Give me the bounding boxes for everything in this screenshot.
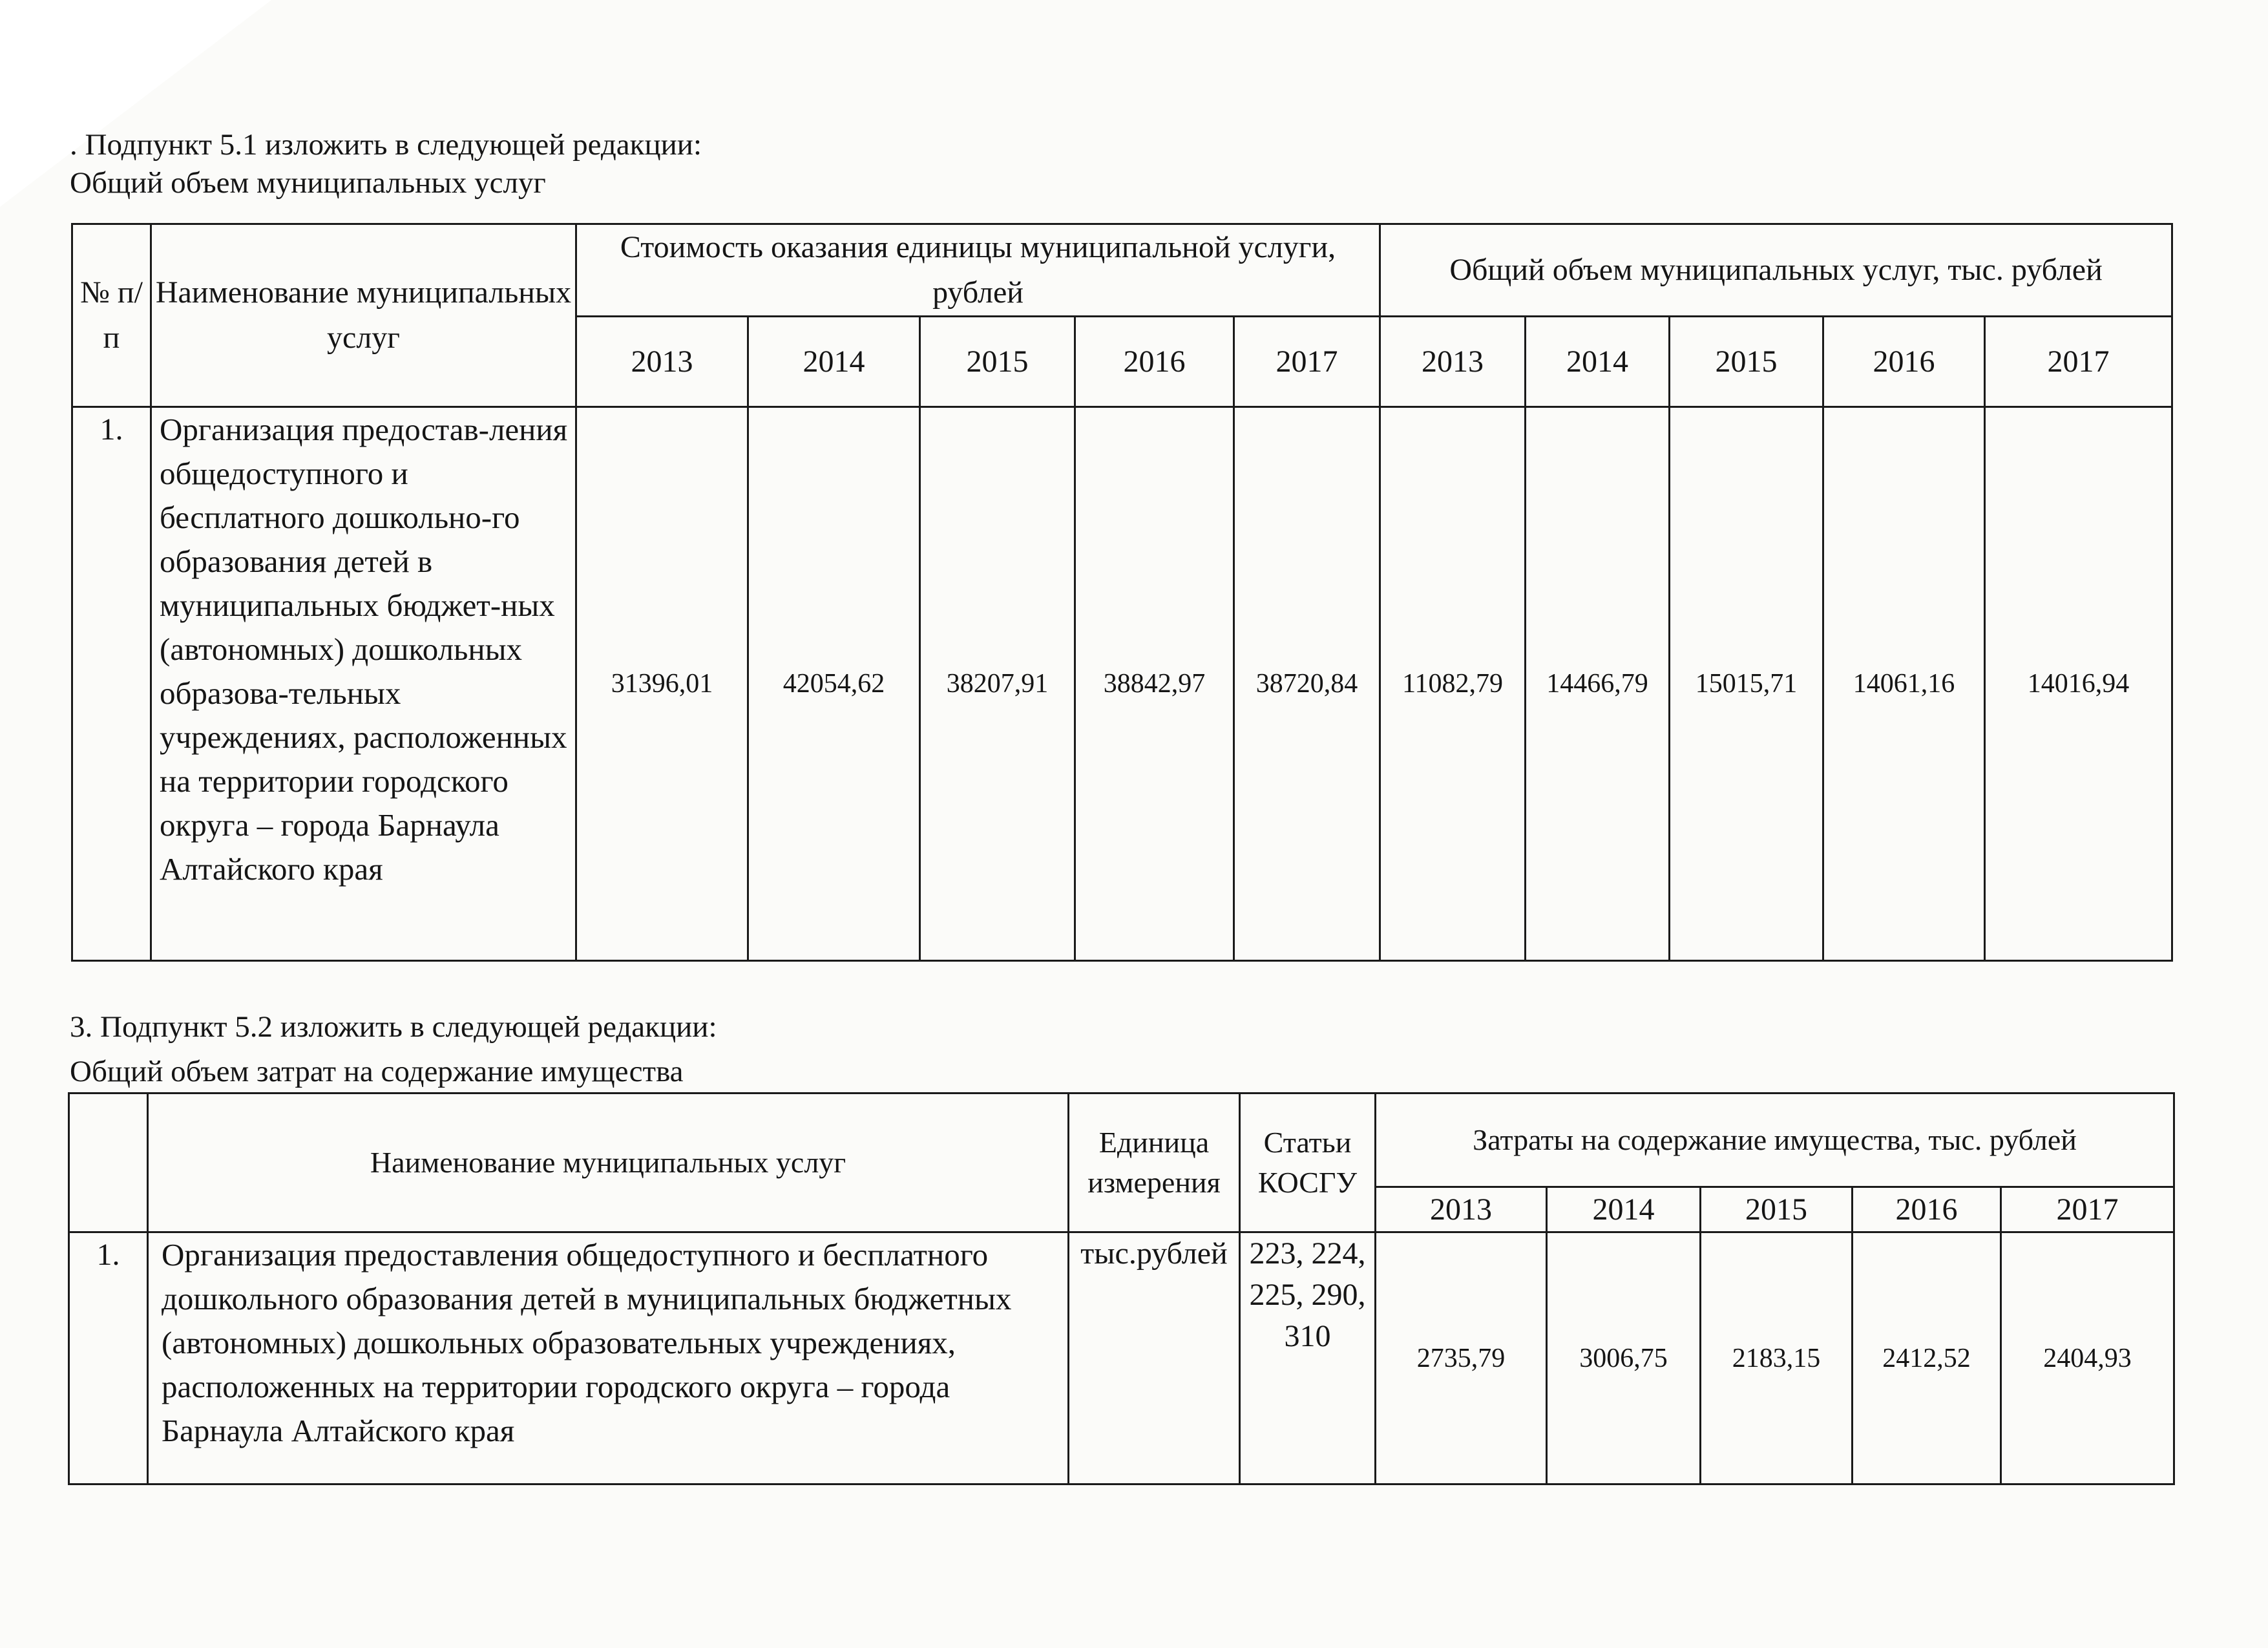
cost-value: 42054,62 [748, 407, 920, 961]
cost-value: 2404,93 [2001, 1232, 2174, 1484]
cost-value: 38842,97 [1075, 407, 1234, 961]
section-2-subheading: Общий объем муниципальных услуг [70, 166, 546, 200]
cost-value: 38720,84 [1234, 407, 1380, 961]
volume-value: 14466,79 [1526, 407, 1670, 961]
volume-value: 14061,16 [1823, 407, 1985, 961]
costs-year-header: 2013 [1376, 1187, 1547, 1232]
row-number: 1. [69, 1232, 148, 1484]
volume-group-header: Общий объем муниципальных услуг, тыс. рублей [1380, 224, 2172, 317]
col-name-header: Наименование муниципальных услуг [148, 1093, 1069, 1232]
col-number-header: № п/п [72, 224, 151, 407]
cost-value: 2183,15 [1701, 1232, 1853, 1484]
costs-year-header: 2017 [2001, 1187, 2174, 1232]
col-unit-header: Единица измерения [1069, 1093, 1240, 1232]
col-number-header [69, 1093, 148, 1232]
cost-year-header: 2017 [1234, 317, 1380, 407]
cost-year-header: 2014 [748, 317, 920, 407]
col-name-header: Наименование муниципальных услуг [151, 224, 576, 407]
costs-year-header: 2014 [1547, 1187, 1701, 1232]
costs-group-header: Затраты на содержание имущества, тыс. рублей [1376, 1093, 2174, 1187]
cost-value: 2735,79 [1376, 1232, 1547, 1484]
section-3-subheading: Общий объем затрат на содержание имущества [70, 1055, 684, 1088]
volume-year-header: 2017 [1985, 317, 2172, 407]
row-number: 1. [72, 407, 151, 961]
volume-value: 14016,94 [1985, 407, 2172, 961]
property-costs-table [68, 1092, 2175, 1485]
service-name: Организация предоставления общедоступного и бесплатного дошкольного образования детей в муниципальных бюджетных (автономных) дошкольных образовательных учреждениях, расположенных на территории городского округа – города Барнаула Алтайского края [148, 1232, 1069, 1484]
volume-value: 15015,71 [1670, 407, 1823, 961]
cost-value: 3006,75 [1547, 1232, 1701, 1484]
cost-year-header: 2015 [920, 317, 1075, 407]
cost-value: 31396,01 [576, 407, 748, 961]
cost-value: 38207,91 [920, 407, 1075, 961]
cost-year-header: 2013 [576, 317, 748, 407]
volume-year-header: 2016 [1823, 317, 1985, 407]
volume-value: 11082,79 [1380, 407, 1526, 961]
services-volume-table [71, 223, 2173, 962]
costs-year-header: 2015 [1701, 1187, 1853, 1232]
section-3-heading: 3. Подпункт 5.2 изложить в следующей редакции: [70, 1010, 717, 1044]
section-2-heading: . Подпункт 5.1 изложить в следующей редакции: [70, 128, 702, 162]
unit-value: тыс.рублей [1069, 1232, 1240, 1484]
costs-year-header: 2016 [1853, 1187, 2001, 1232]
cost-group-header: Стоимость оказания единицы муниципальной услуги, рублей [576, 224, 1380, 317]
col-kosgu-header: Статьи КОСГУ [1240, 1093, 1376, 1232]
volume-year-header: 2013 [1380, 317, 1526, 407]
volume-year-header: 2015 [1670, 317, 1823, 407]
cost-year-header: 2016 [1075, 317, 1234, 407]
service-name: Организация предостав-ления общедоступного и бесплатного дошкольно-го образования детей в муниципальных бюджет-ных (автономных) дошкольных образова-тельных учреждениях, расположенных на территории городского округа – города Барнаула Алтайского края [151, 407, 576, 961]
kosgu-value: 223, 224, 225, 290, 310 [1240, 1232, 1376, 1484]
volume-year-header: 2014 [1526, 317, 1670, 407]
cost-value: 2412,52 [1853, 1232, 2001, 1484]
